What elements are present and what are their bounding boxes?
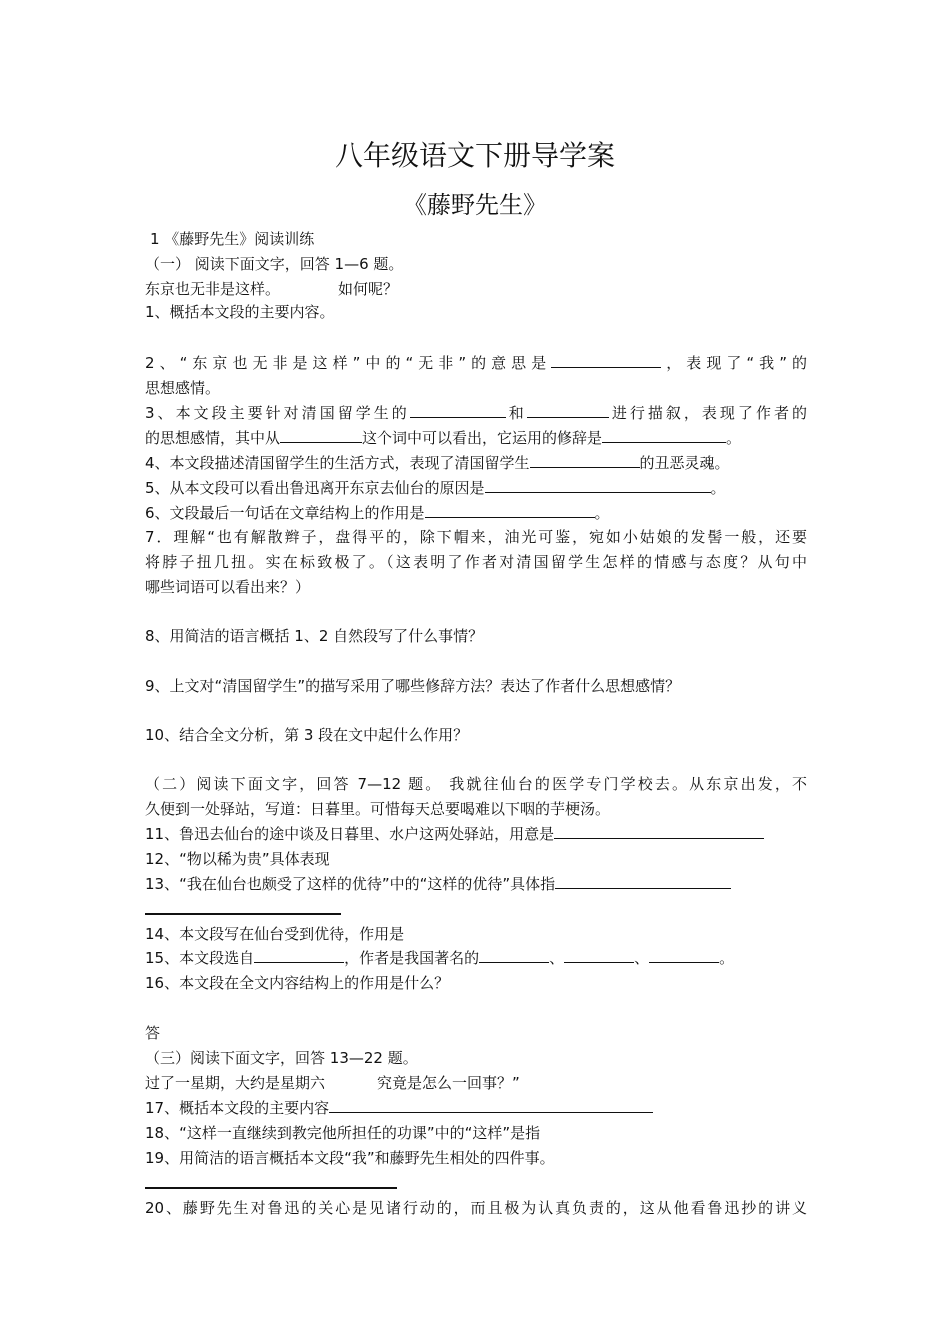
excerpt-end: 如何呢？ (338, 280, 399, 298)
question-3: 3、本文段主要针对清国留学生的 和 进行描叙，表现了作者的 (145, 404, 807, 422)
answer-blank[interactable] (479, 947, 549, 963)
answer-blank[interactable] (425, 502, 595, 518)
question-20: 20、藤野先生对鲁迅的关心是见诸行动的，而且极为认真负责的，这从他看鲁迅抄的讲义 (145, 1199, 807, 1217)
question-10: 10、结合全文分析，第 3 段在文中起什么作用？ (145, 726, 469, 744)
question-8: 8、用简洁的语言概括 1、2 自然段写了什么事情？ (145, 627, 484, 645)
question-5: 5、从本文段可以看出鲁迅离开东京去仙台的原因是 。 (145, 479, 726, 497)
part2-intro: （二）阅读下面文字，回答 7—12 题。 我就往仙台的医学专门学校去。从东京出发，不 (145, 775, 807, 793)
answer-blank[interactable] (564, 947, 634, 963)
part2-intro-cont: 久便到一处驿站，写道：日暮里。可惜每天总要喝难以下咽的芋梗汤。 (145, 800, 611, 818)
excerpt-start: 东京也无非是这样。 (145, 280, 281, 298)
question-11: 11、鲁迅去仙台的途中谈及日暮里、水户这两处驿站，用意是 (145, 822, 807, 847)
answer-blank[interactable] (530, 452, 640, 468)
question-2: 2、“东京也无非是这样”中的“无非”的意思是 ，表现了“我”的 (145, 354, 807, 372)
answer-blank[interactable] (527, 402, 609, 418)
question-7-cont: 哪些词语可以看出来？） (145, 578, 311, 596)
question-13: 13、“我在仙台也颇受了这样的优待”中的“这样的优待”具体指 (145, 872, 807, 897)
question-9: 9、上文对“清国留学生”的描写采用了哪些修辞方法？表达了作者什么思想感情？ (145, 677, 681, 695)
question-7-cont: 将脖子扭几扭。实在标致极了。（这表明了作者对清国留学生怎样的情感与态度？从句中 (145, 553, 807, 571)
part3-excerpt (145, 1071, 807, 1096)
answer-blank[interactable] (649, 947, 719, 963)
question-12: 12、“物以稀为贵”具体表现 (145, 850, 330, 868)
answer-blank[interactable] (329, 1097, 653, 1113)
question-15: 15、本文段选自 ，作者是我国著名的 、 、 。 (145, 949, 735, 967)
question-6: 6、文段最后一句话在文章结构上的作用是 。 (145, 504, 610, 522)
page-subtitle: 《藤野先生》 (403, 191, 547, 219)
answer-label: 答 (145, 1024, 161, 1042)
answer-blank[interactable] (254, 947, 344, 963)
question-14: 14、本文段写在仙台受到优待，作用是 (145, 925, 405, 943)
question-17: 17、概括本文段的主要内容 (145, 1096, 807, 1121)
answer-line[interactable] (145, 913, 341, 915)
question-18: 18、“这样一直继续到教完他所担任的功课”中的“这样”是指 (145, 1124, 541, 1142)
answer-blank[interactable] (485, 477, 711, 493)
excerpt-start: 过了一星期，大约是星期六 (145, 1074, 326, 1092)
answer-blank[interactable] (280, 427, 362, 443)
answer-blank[interactable] (410, 402, 506, 418)
answer-line[interactable] (145, 1187, 397, 1189)
part1-excerpt (145, 277, 807, 302)
question-19: 19、用简洁的语言概括本文段“我”和藤野先生相处的四件事。 (145, 1149, 555, 1167)
question-4: 4、本文段描述清国留学生的生活方式，表现了清国留学生 的丑恶灵魂。 (145, 454, 730, 472)
part1-intro: （一） 阅读下面文字，回答 1—6 题。 (145, 255, 404, 273)
question-2-cont: 思想感情。 (145, 379, 221, 397)
question-16: 16、本文段在全文内容结构上的作用是什么？ (145, 974, 450, 992)
page-title: 八年级语文下册导学案 (334, 139, 615, 172)
question-3-cont: 的思想感情，其中从 这个词中可以看出，它运用的修辞是 。 (145, 429, 742, 447)
answer-blank[interactable] (551, 352, 661, 368)
section-heading: 1 《藤野先生》阅读训练 (150, 230, 315, 248)
excerpt-end: 究竟是怎么一回事？” (377, 1074, 520, 1092)
part3-intro: （三）阅读下面文字，回答 13—22 题。 (145, 1049, 418, 1067)
answer-blank[interactable] (555, 873, 731, 889)
answer-blank[interactable] (602, 427, 726, 443)
answer-blank[interactable] (554, 823, 764, 839)
question-1: 1、概括本文段的主要内容。 (145, 303, 335, 321)
question-7: 7．理解“也有解散辫子，盘得平的，除下帽来，油光可鉴，宛如小姑娘的发髻一般，还要 (145, 528, 807, 546)
